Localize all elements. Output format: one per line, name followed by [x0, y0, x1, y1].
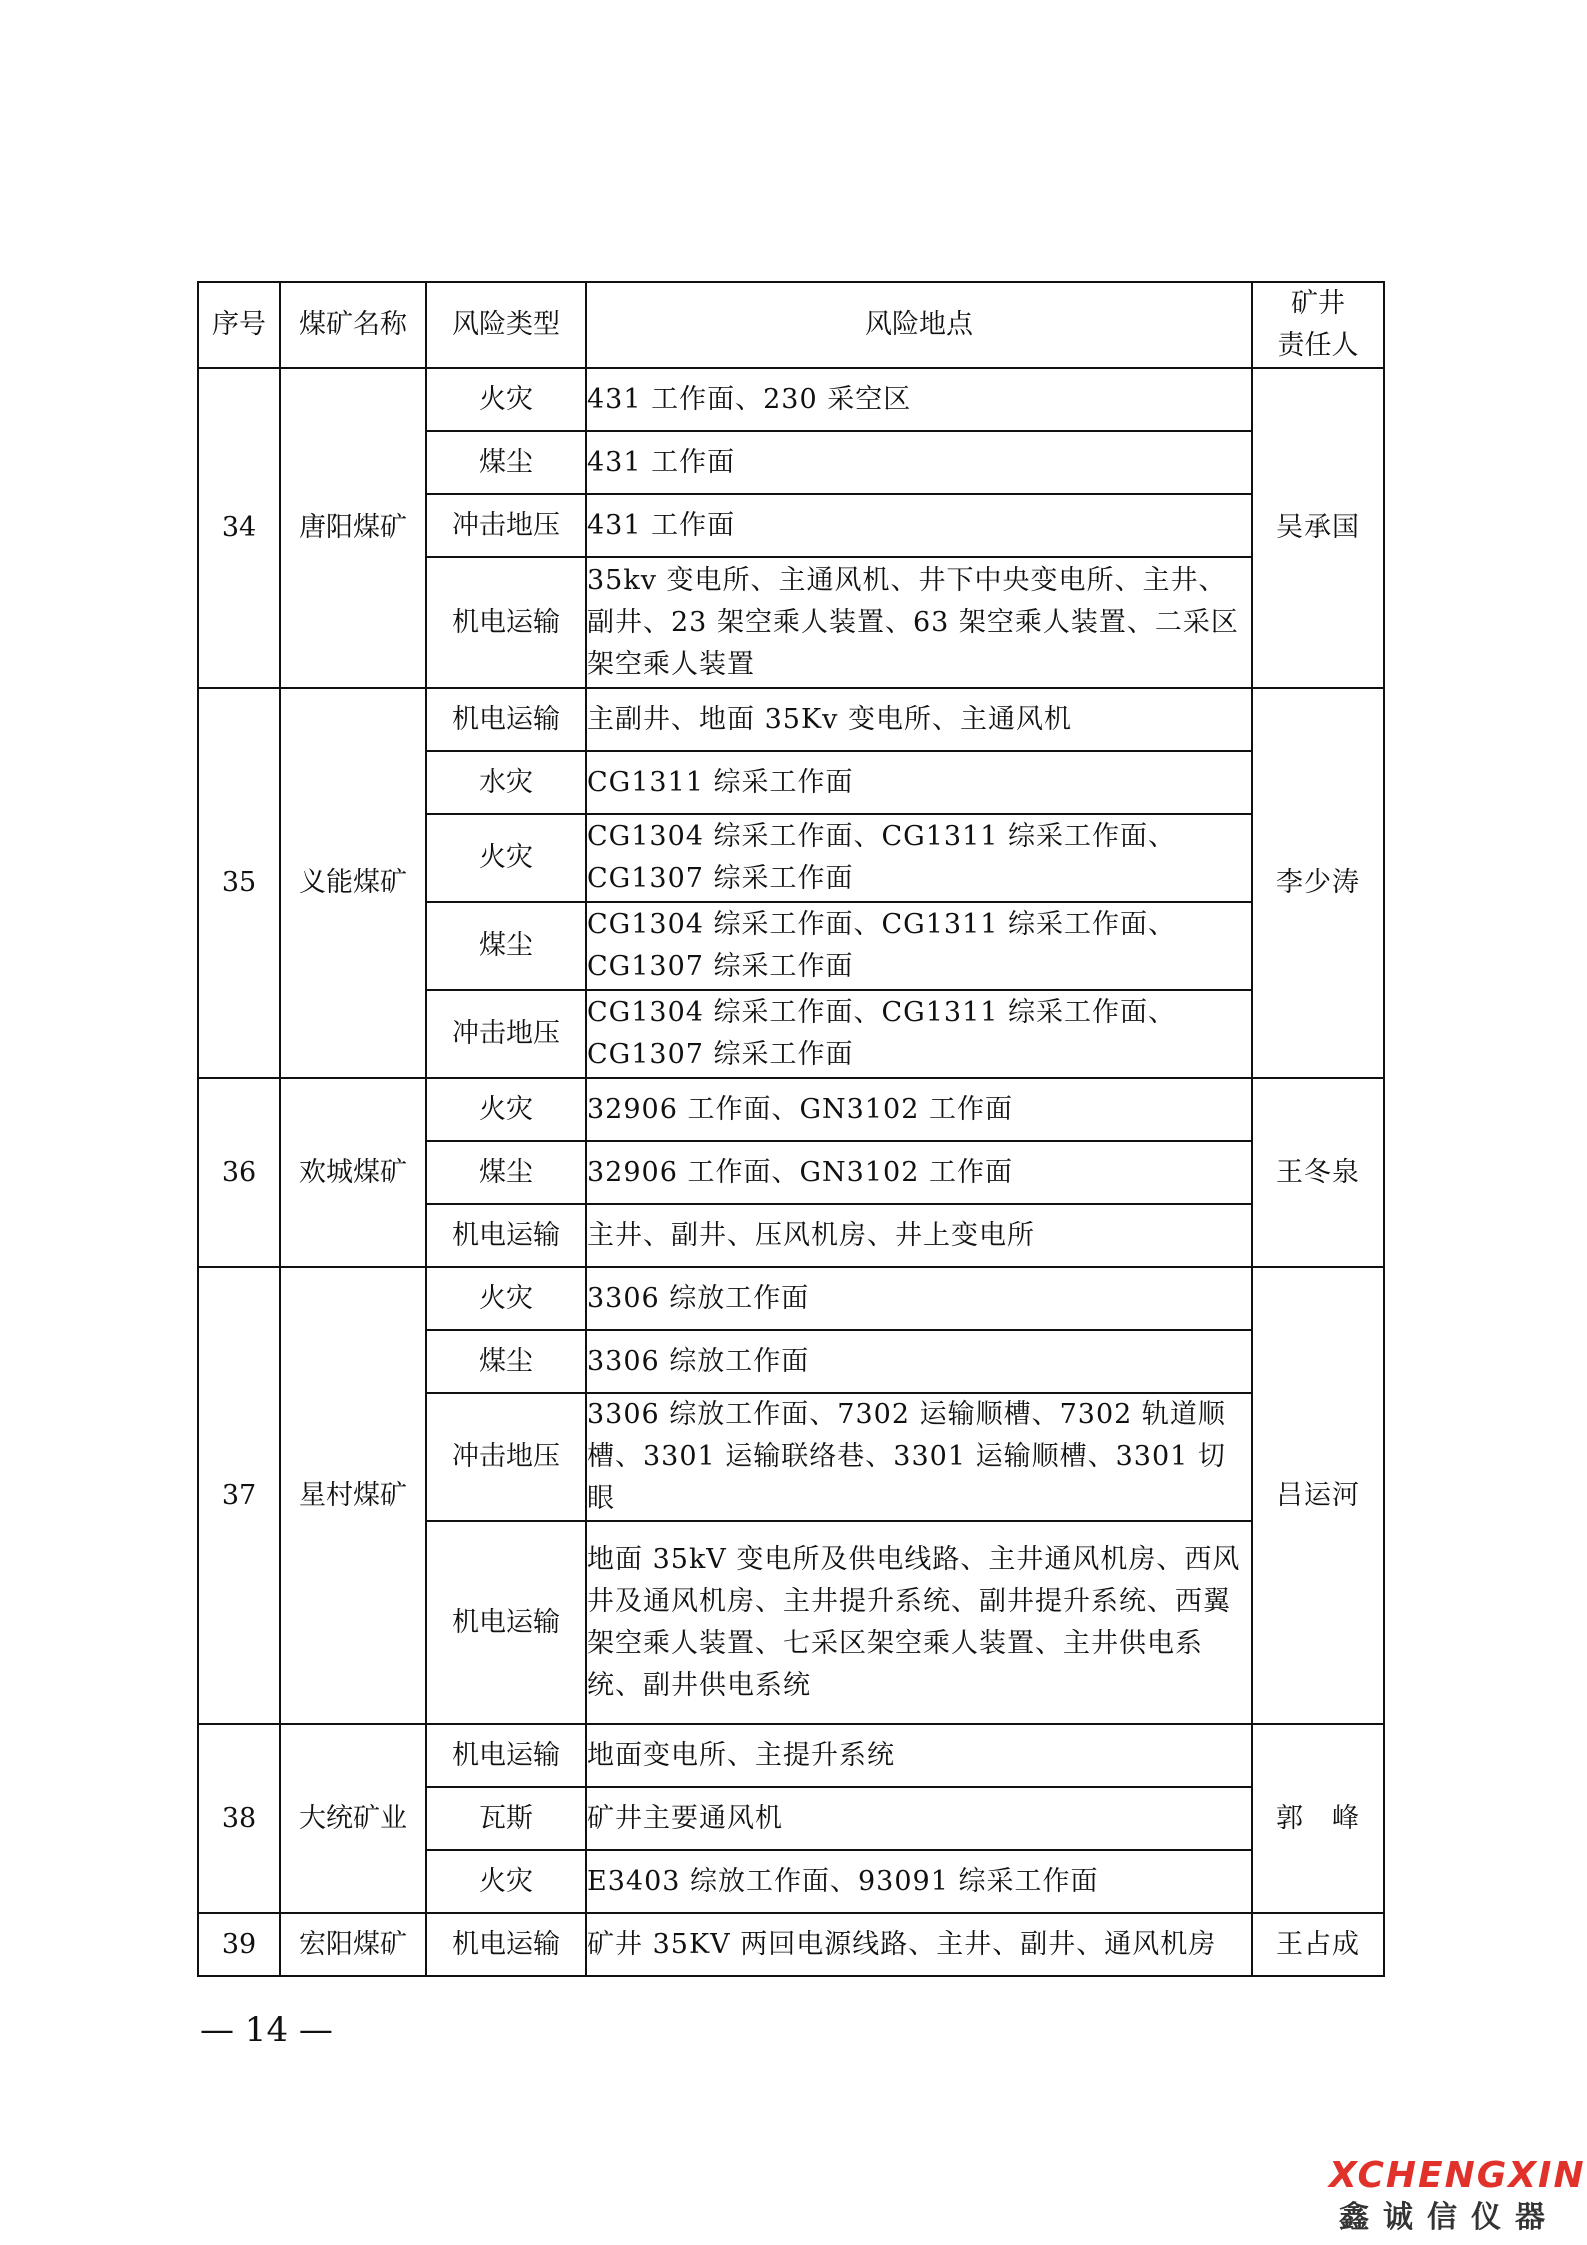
cell-no: 36 [198, 1078, 280, 1267]
cell-risk-type: 火灾 [426, 1850, 586, 1913]
cell-risk-location: 3306 综放工作面 [586, 1330, 1252, 1393]
cell-risk-type: 煤尘 [426, 1141, 586, 1204]
table-body [198, 368, 1384, 1976]
cell-risk-type: 火灾 [426, 814, 586, 902]
header-responsible-line2: 责任人 [1277, 330, 1359, 361]
cell-risk-location: 3306 综放工作面、7302 运输顺槽、7302 轨道顺槽、3301 运输联络巷、3301 运输顺槽、3301 切眼 [586, 1393, 1252, 1521]
cell-risk-location: CG1311 综采工作面 [586, 751, 1252, 814]
cell-risk-location: CG1304 综采工作面、CG1311 综采工作面、CG1307 综采工作面 [586, 814, 1252, 902]
cell-risk-type: 火灾 [426, 368, 586, 431]
cell-risk-location: 主副井、地面 35Kv 变电所、主通风机 [586, 688, 1252, 751]
risk-table [197, 281, 1385, 1977]
cell-risk-location: 431 工作面 [586, 431, 1252, 494]
cell-risk-location: 矿井主要通风机 [586, 1787, 1252, 1850]
cell-risk-location: 32906 工作面、GN3102 工作面 [586, 1141, 1252, 1204]
table-row [198, 1267, 1384, 1330]
cell-risk-type: 煤尘 [426, 1330, 586, 1393]
cell-risk-location: 地面 35kV 变电所及供电线路、主井通风机房、西风井及通风机房、主井提升系统、副井提升系统、西翼架空乘人装置、七采区架空乘人装置、主井供电系统、副井供电系统 [586, 1521, 1252, 1724]
cell-risk-location: 3306 综放工作面 [586, 1267, 1252, 1330]
cell-risk-type: 机电运输 [426, 688, 586, 751]
table-row [198, 368, 1384, 431]
cell-risk-location: 矿井 35KV 两回电源线路、主井、副井、通风机房 [586, 1913, 1252, 1976]
watermark-logo [1329, 2155, 1586, 2236]
table-row [198, 1724, 1384, 1787]
cell-mine-name: 宏阳煤矿 [280, 1913, 426, 1976]
header-responsible [1252, 282, 1384, 368]
cell-responsible-person: 吴承国 [1252, 368, 1384, 688]
cell-risk-type: 煤尘 [426, 902, 586, 990]
cell-risk-type: 冲击地压 [426, 494, 586, 557]
cell-responsible-person: 王冬泉 [1252, 1078, 1384, 1267]
cell-risk-type: 瓦斯 [426, 1787, 586, 1850]
watermark-brand-en: XCHENGXIN [1329, 2155, 1586, 2196]
cell-responsible-person: 吕运河 [1252, 1267, 1384, 1724]
header-location: 风险地点 [586, 282, 1252, 368]
cell-risk-location: CG1304 综采工作面、CG1311 综采工作面、CG1307 综采工作面 [586, 902, 1252, 990]
cell-no: 35 [198, 688, 280, 1078]
header-no: 序号 [198, 282, 280, 368]
watermark-brand-zh: 鑫诚信仪器 [1339, 2200, 1559, 2235]
header-mine: 煤矿名称 [280, 282, 426, 368]
cell-no: 38 [198, 1724, 280, 1913]
header-responsible-line1: 矿井 [1291, 288, 1345, 319]
cell-risk-type: 机电运输 [426, 557, 586, 688]
cell-responsible-person: 王占成 [1252, 1913, 1384, 1976]
cell-risk-type: 煤尘 [426, 431, 586, 494]
cell-risk-type: 机电运输 [426, 1724, 586, 1787]
header-risk-type: 风险类型 [426, 282, 586, 368]
cell-risk-location: 主井、副井、压风机房、井上变电所 [586, 1204, 1252, 1267]
cell-mine-name: 义能煤矿 [280, 688, 426, 1078]
cell-mine-name: 大统矿业 [280, 1724, 426, 1913]
table-row [198, 688, 1384, 751]
cell-risk-type: 机电运输 [426, 1204, 586, 1267]
cell-responsible-person: 郭 峰 [1252, 1724, 1384, 1913]
cell-risk-location: 35kv 变电所、主通风机、井下中央变电所、主井、副井、23 架空乘人装置、63 架空乘人装置、二采区架空乘人装置 [586, 557, 1252, 688]
cell-no: 37 [198, 1267, 280, 1724]
cell-risk-location: 32906 工作面、GN3102 工作面 [586, 1078, 1252, 1141]
cell-risk-type: 水灾 [426, 751, 586, 814]
cell-risk-type: 冲击地压 [426, 1393, 586, 1521]
cell-mine-name: 星村煤矿 [280, 1267, 426, 1724]
cell-risk-type: 冲击地压 [426, 990, 586, 1078]
cell-mine-name: 欢城煤矿 [280, 1078, 426, 1267]
cell-risk-location: 431 工作面、230 采空区 [586, 368, 1252, 431]
cell-mine-name: 唐阳煤矿 [280, 368, 426, 688]
cell-risk-location: 地面变电所、主提升系统 [586, 1724, 1252, 1787]
cell-risk-type: 火灾 [426, 1267, 586, 1330]
page-number: — 14 — [200, 2010, 333, 2050]
table-row [198, 1913, 1384, 1976]
cell-no: 34 [198, 368, 280, 688]
cell-risk-location: CG1304 综采工作面、CG1311 综采工作面、CG1307 综采工作面 [586, 990, 1252, 1078]
cell-responsible-person: 李少涛 [1252, 688, 1384, 1078]
cell-risk-type: 火灾 [426, 1078, 586, 1141]
cell-risk-type: 机电运输 [426, 1913, 586, 1976]
cell-risk-location: 431 工作面 [586, 494, 1252, 557]
table-header-row [198, 282, 1384, 368]
table-row [198, 1078, 1384, 1141]
cell-risk-type: 机电运输 [426, 1521, 586, 1724]
cell-no: 39 [198, 1913, 280, 1976]
cell-risk-location: E3403 综放工作面、93091 综采工作面 [586, 1850, 1252, 1913]
